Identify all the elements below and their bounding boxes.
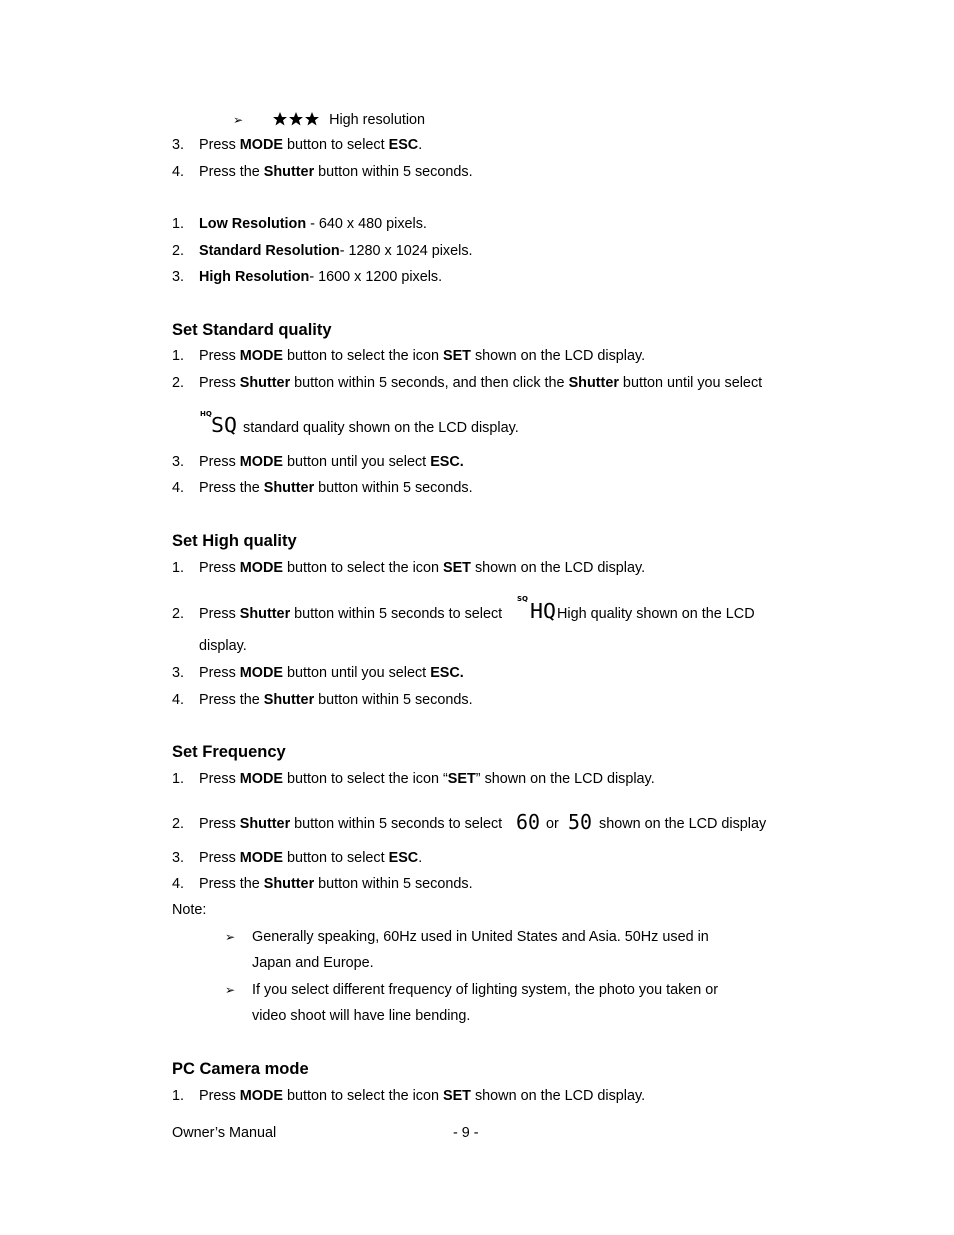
step-number: 3. xyxy=(172,665,185,681)
step-number: 1. xyxy=(172,771,185,787)
step-text: shown on the LCD display xyxy=(599,816,767,832)
step-text: Press the Shutter button within 5 seconds. xyxy=(199,692,473,708)
step-text: Press the Shutter button within 5 seconds. xyxy=(199,876,473,892)
resolution-item: Low Resolution - 640 x 480 pixels. xyxy=(199,216,427,232)
step-number: 2. xyxy=(172,375,185,391)
step-text: Press MODE button to select the icon SET shown on the LCD display. xyxy=(199,348,646,364)
high-quality-lcd-icon xyxy=(516,592,558,627)
note-text: Japan and Europe. xyxy=(252,955,374,971)
step-text: Press MODE button to select ESC. xyxy=(199,850,423,866)
resolution-item: High Resolution- 1600 x 1200 pixels. xyxy=(199,269,443,285)
step-text: High quality shown on the LCD xyxy=(557,606,755,622)
step-text: Press the Shutter button within 5 seconds. xyxy=(199,480,473,496)
standard-quality-line xyxy=(199,408,519,442)
note-label: Note: xyxy=(172,902,207,918)
step-continuation: display. xyxy=(199,638,247,654)
section-heading: Set Frequency xyxy=(172,743,286,761)
svg-text:SQ: SQ xyxy=(517,595,528,603)
step-number: 1. xyxy=(172,1088,185,1104)
step-text: Press Shutter button within 5 seconds, and then click the Shutter button until you select xyxy=(199,375,763,391)
step-text: Press the Shutter button within 5 seconds. xyxy=(199,164,473,180)
step-number: 4. xyxy=(172,480,185,496)
section-heading: Set High quality xyxy=(172,532,297,550)
step-number: 1. xyxy=(172,560,185,576)
svg-text:50: 50 xyxy=(568,810,592,833)
page-number: - 9 - xyxy=(453,1125,479,1141)
note-text: video shoot will have line bending. xyxy=(252,1008,471,1024)
list-number: 1. xyxy=(172,216,185,232)
step-text: Press MODE button to select the icon SET shown on the LCD display. xyxy=(199,560,646,576)
note-text: If you select different frequency of lighting system, the photo you taken or xyxy=(252,982,719,998)
arrow-bullet-icon: ➢ xyxy=(225,983,236,997)
step-number: 4. xyxy=(172,692,185,708)
svg-text:SQ: SQ xyxy=(211,413,237,437)
svg-text:HQ: HQ xyxy=(200,410,212,419)
60hz-lcd-icon xyxy=(515,805,541,838)
footer-title: Owner’s Manual xyxy=(172,1125,277,1141)
note-text: Generally speaking, 60Hz used in United States and Asia. 50Hz used in xyxy=(252,929,709,945)
step-number: 3. xyxy=(172,454,185,470)
svg-text:60: 60 xyxy=(516,810,540,833)
standard-quality-lcd-icon xyxy=(199,408,239,436)
50hz-lcd-icon xyxy=(567,805,593,838)
step-text: Press MODE button until you select ESC. xyxy=(199,665,464,681)
step-text: Press MODE button to select ESC. xyxy=(199,137,423,153)
list-number: 3. xyxy=(172,269,185,285)
section-heading: PC Camera mode xyxy=(172,1060,309,1078)
resolution-item: Standard Resolution- 1280 x 1024 pixels. xyxy=(199,243,473,259)
high-resolution-bullet xyxy=(233,111,425,131)
step-number: 4. xyxy=(172,164,185,180)
step-number: 4. xyxy=(172,876,185,892)
bullet-label: High resolution xyxy=(329,112,426,128)
step-number: 3. xyxy=(172,137,185,153)
step-text: Press MODE button to select the icon SET shown on the LCD display. xyxy=(199,1088,646,1104)
step-text: Press MODE button to select the icon “SET” shown on the LCD display. xyxy=(199,771,655,787)
list-number: 2. xyxy=(172,243,185,259)
step-text: Press Shutter button within 5 seconds to select xyxy=(199,606,503,622)
arrow-bullet-icon: ➢ xyxy=(225,930,236,944)
step-number: 3. xyxy=(172,850,185,866)
or-text: or xyxy=(546,816,559,832)
three-star-icon xyxy=(273,112,321,131)
section-heading: Set Standard quality xyxy=(172,321,332,339)
svg-text:HQ: HQ xyxy=(530,599,556,622)
arrow-bullet-icon: ➢ xyxy=(233,113,244,127)
step-continuation: standard quality shown on the LCD display. xyxy=(239,420,519,436)
step-text: Press Shutter button within 5 seconds to select xyxy=(199,816,503,832)
step-number: 2. xyxy=(172,816,185,832)
step-number: 2. xyxy=(172,606,185,622)
step-text: Press MODE button until you select ESC. xyxy=(199,454,464,470)
step-number: 1. xyxy=(172,348,185,364)
